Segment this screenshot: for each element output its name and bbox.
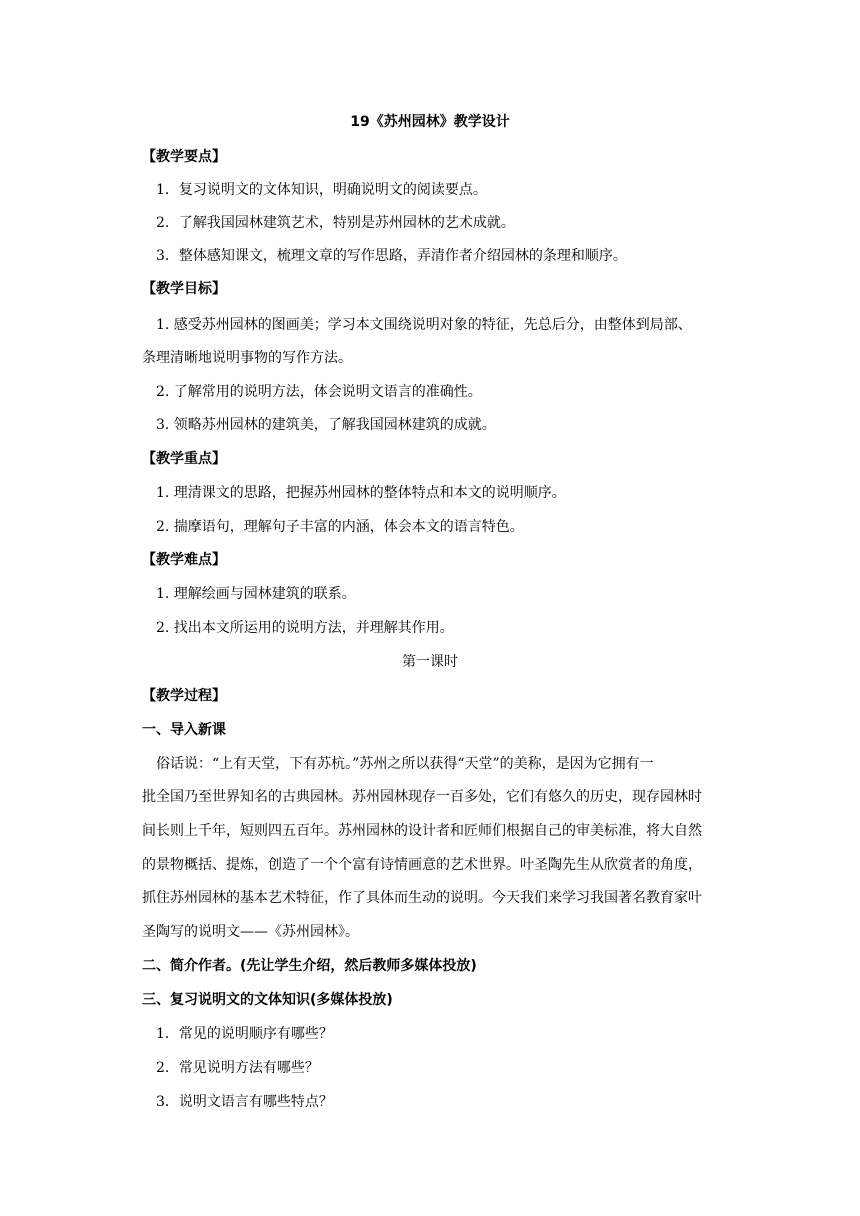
key-point-item: 3．整体感知课文，梳理文章的写作思路，弄清作者介绍园林的条理和顺序。 [156, 248, 627, 264]
intro-paragraph-line: 的景物概括、提炼，创造了一个个富有诗情画意的艺术世界。叶圣陶先生从欣赏者的角度， [142, 857, 702, 873]
focus-item: 1. 理清课文的思路，把握苏州园林的整体特点和本文的说明顺序。 [156, 485, 566, 501]
review-item: 2．常见说明方法有哪些？ [156, 1060, 319, 1076]
intro-paragraph-line: 抓住苏州园林的基本艺术特征，作了具体而生动的说明。今天我们来学习我国著名教育家叶 [142, 890, 702, 906]
intro-paragraph-line: 批全国乃至世界知名的古典园林。苏州园林现存一百多处，它们有悠久的历史，现存园林时 [142, 789, 702, 805]
heading-objectives: 【教学目标】 [142, 281, 226, 297]
step-intro-heading: 一、导入新课 [142, 722, 226, 738]
lesson-label: 第一课时 [402, 654, 458, 670]
heading-focus: 【教学重点】 [142, 451, 226, 467]
review-item: 3．说明文语言有哪些特点？ [156, 1094, 333, 1110]
objective-item-continuation: 条理清晰地说明事物的写作方法。 [142, 350, 352, 366]
step-author-heading: 二、简介作者。(先让学生介绍，然后教师多媒体投放) [142, 958, 477, 974]
objective-item: 3. 领略苏州园林的建筑美，了解我国园林建筑的成就。 [156, 417, 496, 433]
key-point-item: 1．复习说明文的文体知识，明确说明文的阅读要点。 [156, 182, 487, 198]
objective-item: 2. 了解常用的说明方法，体会说明文语言的准确性。 [156, 384, 482, 400]
objective-item: 1. 感受苏州园林的图画美；学习本文围绕说明对象的特征，先总后分，由整体到局部、 [156, 317, 692, 333]
heading-difficulties: 【教学难点】 [142, 552, 226, 568]
intro-paragraph-line: 俗话说：“上有天堂，下有苏杭。”苏州之所以获得“天堂”的美称，是因为它拥有一 [156, 756, 654, 772]
heading-process: 【教学过程】 [142, 688, 226, 704]
heading-key-points: 【教学要点】 [142, 149, 226, 165]
key-point-item: 2．了解我国园林建筑艺术，特别是苏州园林的艺术成就。 [156, 215, 515, 231]
intro-paragraph-line: 间长则上千年，短则四五百年。苏州园林的设计者和匠师们根据自己的审美标准，将大自然 [142, 823, 702, 839]
page-title: 19《苏州园林》教学设计 [350, 114, 510, 130]
difficulty-item: 1. 理解绘画与园林建筑的联系。 [156, 586, 356, 602]
intro-paragraph-line: 圣陶写的说明文——《苏州园林》。 [142, 924, 359, 940]
difficulty-item: 2. 找出本文所运用的说明方法，并理解其作用。 [156, 620, 454, 636]
step-review-heading: 三、复习说明文的文体知识(多媒体投放) [142, 992, 393, 1008]
focus-item: 2. 揣摩语句，理解句子丰富的内涵，体会本文的语言特色。 [156, 519, 524, 535]
review-item: 1．常见的说明顺序有哪些？ [156, 1026, 333, 1042]
